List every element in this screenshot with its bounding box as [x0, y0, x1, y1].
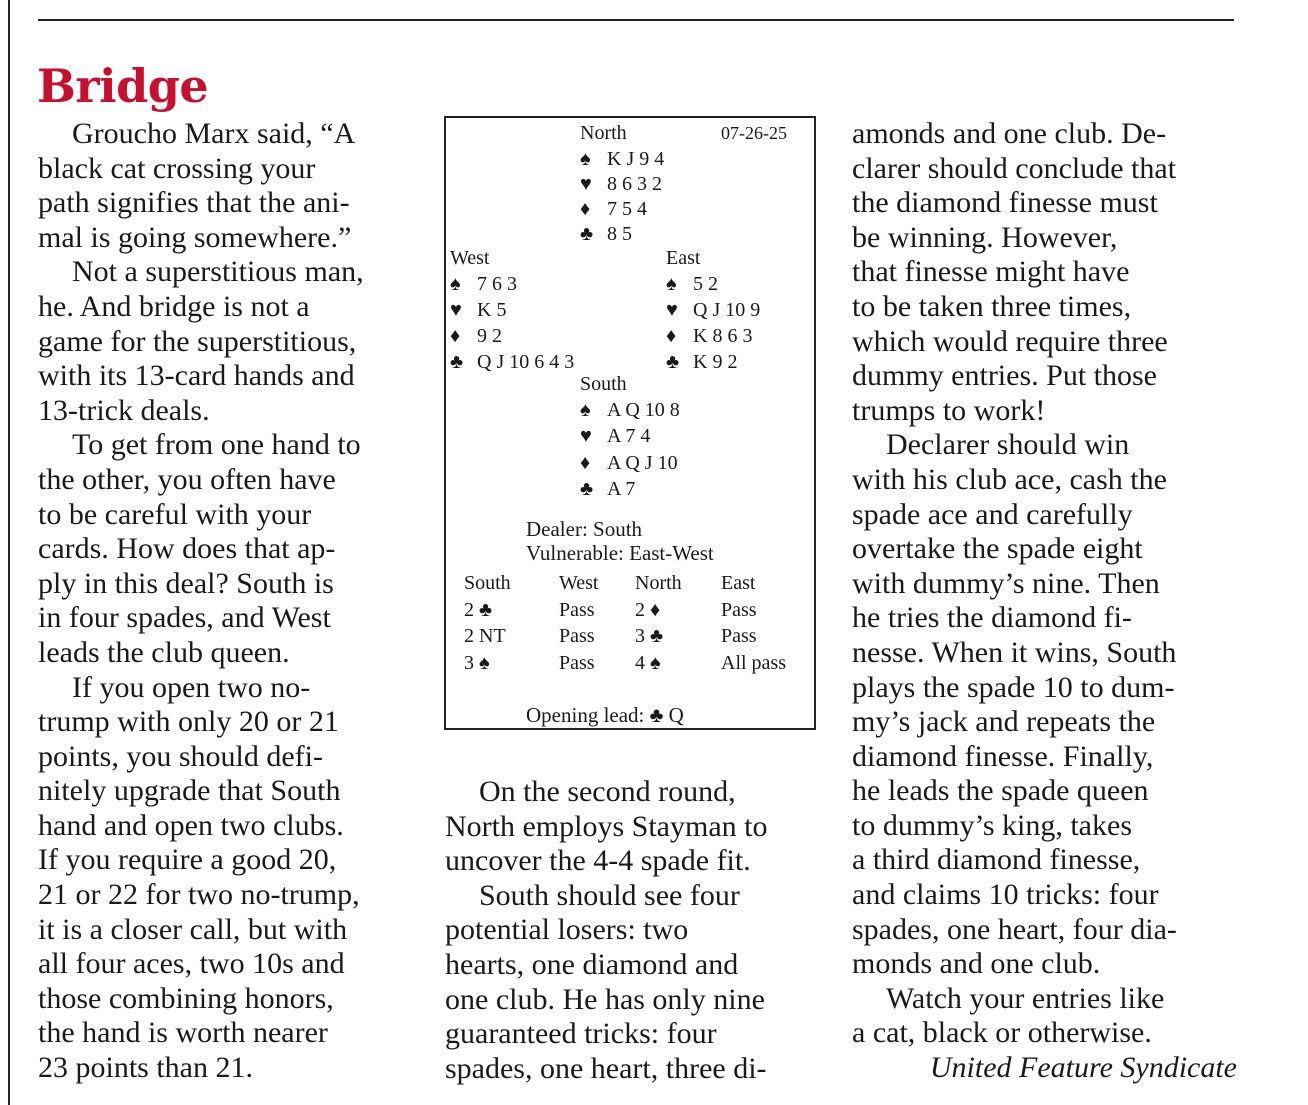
paragraph-line: uncover the 4-4 spade fit.: [445, 844, 751, 878]
paragraph-line: game for the superstitious,: [38, 324, 357, 358]
heart-icon: ♥: [580, 425, 592, 447]
heart-icon: ♥: [666, 299, 678, 321]
paragraph-line: all four aces, two 10s and: [38, 947, 345, 981]
paragraph-line: black cat crossing your: [38, 151, 316, 185]
paragraph-line: spades, one heart, four dia-: [852, 912, 1177, 946]
auction-bid: Pass: [721, 625, 757, 647]
paragraph-line: Declarer should win: [886, 428, 1130, 462]
paragraph-line: with dummy’s nine. Then: [852, 566, 1160, 600]
paragraph-line: points, you should defi-: [38, 739, 323, 773]
south-hearts: ♥ A 7 4: [580, 425, 651, 447]
paragraph-line: 21 or 22 for two no-trump,: [38, 878, 360, 912]
dealer-info: Dealer: South: [526, 517, 643, 541]
paragraph-line: those combining honors,: [38, 981, 334, 1015]
paragraph-line: that finesse might have: [852, 255, 1130, 289]
south-label: South: [580, 373, 627, 395]
north-clubs: ♣ 8 5: [580, 223, 632, 245]
heart-icon: ♥: [450, 299, 462, 321]
west-hearts: ♥ K 5: [450, 299, 507, 321]
paragraph-line: nitely upgrade that South: [38, 774, 341, 808]
paragraph-line: 23 points than 21.: [38, 1051, 253, 1085]
vulnerability-info: Vulnerable: East-West: [526, 541, 714, 565]
auction-bid: Pass: [721, 599, 757, 621]
paragraph-line: overtake the spade eight: [852, 532, 1143, 566]
text-column-2: [445, 775, 825, 1086]
paragraph-line: South should see four: [479, 878, 740, 912]
club-icon: ♣: [580, 478, 594, 500]
diamond-icon: ♦: [450, 325, 461, 347]
north-label: North: [580, 122, 627, 144]
syndicate-credit: United Feature Syndicate: [929, 1051, 1237, 1085]
paragraph-line: one club. He has only nine: [445, 982, 765, 1016]
paragraph-line: North employs Stayman to: [445, 809, 768, 843]
heart-icon: ♥: [580, 173, 592, 195]
auction-bid: 2 ♣: [464, 599, 493, 621]
paragraph-line: he tries the diamond fi-: [852, 601, 1132, 635]
east-spades: ♠ 5 2: [666, 273, 718, 295]
paragraph-line: it is a closer call, but with: [38, 912, 348, 946]
auction-header: South: [464, 572, 511, 594]
paragraph-line: hand and open two clubs.: [38, 808, 344, 842]
spade-icon: ♠: [450, 273, 461, 295]
paragraph-line: Not a superstitious man,: [72, 255, 364, 289]
paragraph-line: guaranteed tricks: four: [445, 1017, 717, 1051]
paragraph-line: the other, you often have: [38, 462, 336, 496]
paragraph-line: path signifies that the ani-: [38, 186, 350, 220]
auction-header: East: [721, 572, 756, 594]
diamond-icon: ♦: [666, 325, 677, 347]
paragraph-line: he leads the spade queen: [852, 774, 1149, 808]
south-clubs: ♣ A 7: [580, 478, 636, 500]
paragraph-line: diamond finesse. Finally,: [852, 739, 1154, 773]
paragraph-line: 13-trick deals.: [38, 393, 210, 427]
paragraph-line: To get from one hand to: [72, 428, 361, 462]
spade-icon: ♠: [580, 148, 591, 170]
deal-date: 07-26-25: [721, 123, 787, 143]
south-diamonds: ♦ A Q J 10: [580, 452, 678, 474]
paragraph-line: monds and one club.: [852, 947, 1101, 981]
paragraph-line: to be careful with your: [38, 497, 312, 531]
west-diamonds: ♦ 9 2: [450, 325, 502, 347]
paragraph-line: spade ace and carefully: [852, 497, 1133, 531]
auction-bid: Pass: [559, 625, 595, 647]
paragraph-line: the diamond finesse must: [852, 186, 1158, 220]
paragraph-line: trump with only 20 or 21: [38, 705, 339, 739]
east-diamonds: ♦ K 8 6 3: [666, 325, 753, 347]
east-hearts: ♥ Q J 10 9: [666, 299, 761, 321]
text-column-3: [852, 117, 1237, 1086]
auction-bid: 4 ♠: [635, 652, 661, 674]
text-column-1: [38, 117, 418, 1086]
auction-bid: All pass: [721, 652, 786, 674]
auction-bid: 2 ♦: [635, 599, 661, 621]
left-column-rule: [8, 0, 10, 1105]
paragraph-line: Groucho Marx said, “A: [72, 117, 356, 150]
club-icon: ♣: [580, 223, 594, 245]
east-label: East: [666, 247, 701, 269]
east-clubs: ♣ K 9 2: [666, 351, 738, 373]
spade-icon: ♠: [580, 399, 591, 421]
paragraph-line: dummy entries. Put those: [852, 359, 1157, 393]
bridge-deal-diagram: [444, 116, 816, 730]
north-spades: ♠ K J 9 4: [580, 148, 665, 170]
paragraph-line: nesse. When it wins, South: [852, 635, 1177, 669]
paragraph-line: If you open two no-: [72, 670, 311, 704]
auction-bid: 3 ♣: [635, 625, 664, 647]
paragraph-line: he. And bridge is not a: [38, 289, 310, 323]
auction-bid: 3 ♠: [464, 652, 490, 674]
paragraph-line: and claims 10 tricks: four: [852, 878, 1159, 912]
paragraph-line: On the second round,: [479, 775, 736, 808]
paragraph-line: If you require a good 20,: [38, 843, 337, 877]
west-clubs: ♣ Q J 10 6 4 3: [450, 351, 575, 373]
paragraph-line: with its 13-card hands and: [38, 359, 355, 393]
auction-bid: Pass: [559, 599, 595, 621]
paragraph-line: hearts, one diamond and: [445, 947, 739, 981]
club-icon: ♣: [450, 351, 464, 373]
north-diamonds: ♦ 7 5 4: [580, 198, 647, 220]
paragraph-line: potential losers: two: [445, 913, 689, 947]
auction-bid: 2 NT: [464, 625, 506, 647]
paragraph-line: amonds and one club. De-: [852, 117, 1167, 150]
paragraph-line: mal is going somewhere.”: [38, 220, 352, 254]
paragraph-line: my’s jack and repeats the: [852, 705, 1156, 739]
paragraph-line: leads the club queen.: [38, 635, 290, 669]
south-spades: ♠ A Q 10 8: [580, 399, 680, 421]
paragraph-line: spades, one heart, three di-: [445, 1051, 767, 1085]
paragraph-line: clarer should conclude that: [852, 151, 1177, 185]
diamond-icon: ♦: [580, 452, 591, 474]
paragraph-line: the hand is worth nearer: [38, 1016, 328, 1050]
paragraph-line: which would require three: [852, 324, 1168, 358]
paragraph-line: a third diamond finesse,: [852, 843, 1141, 877]
west-label: West: [450, 247, 490, 269]
north-hearts: ♥ 8 6 3 2: [580, 173, 662, 195]
paragraph-line: to be taken three times,: [852, 289, 1132, 323]
paragraph-line: ply in this deal? South is: [38, 566, 334, 600]
auction-header: North: [635, 572, 682, 594]
diamond-icon: ♦: [580, 198, 591, 220]
west-spades: ♠ 7 6 3: [450, 273, 517, 295]
paragraph-line: trumps to work!: [852, 393, 1046, 427]
paragraph-line: cards. How does that ap-: [38, 532, 336, 566]
paragraph-line: Watch your entries like: [886, 981, 1165, 1015]
opening-lead: Opening lead: ♣ Q: [526, 703, 684, 727]
paragraph-line: with his club ace, cash the: [852, 462, 1167, 496]
paragraph-line: to dummy’s king, takes: [852, 808, 1132, 842]
paragraph-line: in four spades, and West: [38, 601, 331, 635]
paragraph-line: a cat, black or otherwise.: [852, 1016, 1152, 1050]
paragraph-line: be winning. However,: [852, 220, 1118, 254]
club-icon: ♣: [666, 351, 680, 373]
auction-bid: Pass: [559, 652, 595, 674]
column-title: Bridge: [37, 59, 209, 113]
spade-icon: ♠: [666, 273, 677, 295]
paragraph-line: plays the spade 10 to dum-: [852, 670, 1175, 704]
top-rule: [38, 19, 1234, 21]
auction-header: West: [559, 572, 599, 594]
